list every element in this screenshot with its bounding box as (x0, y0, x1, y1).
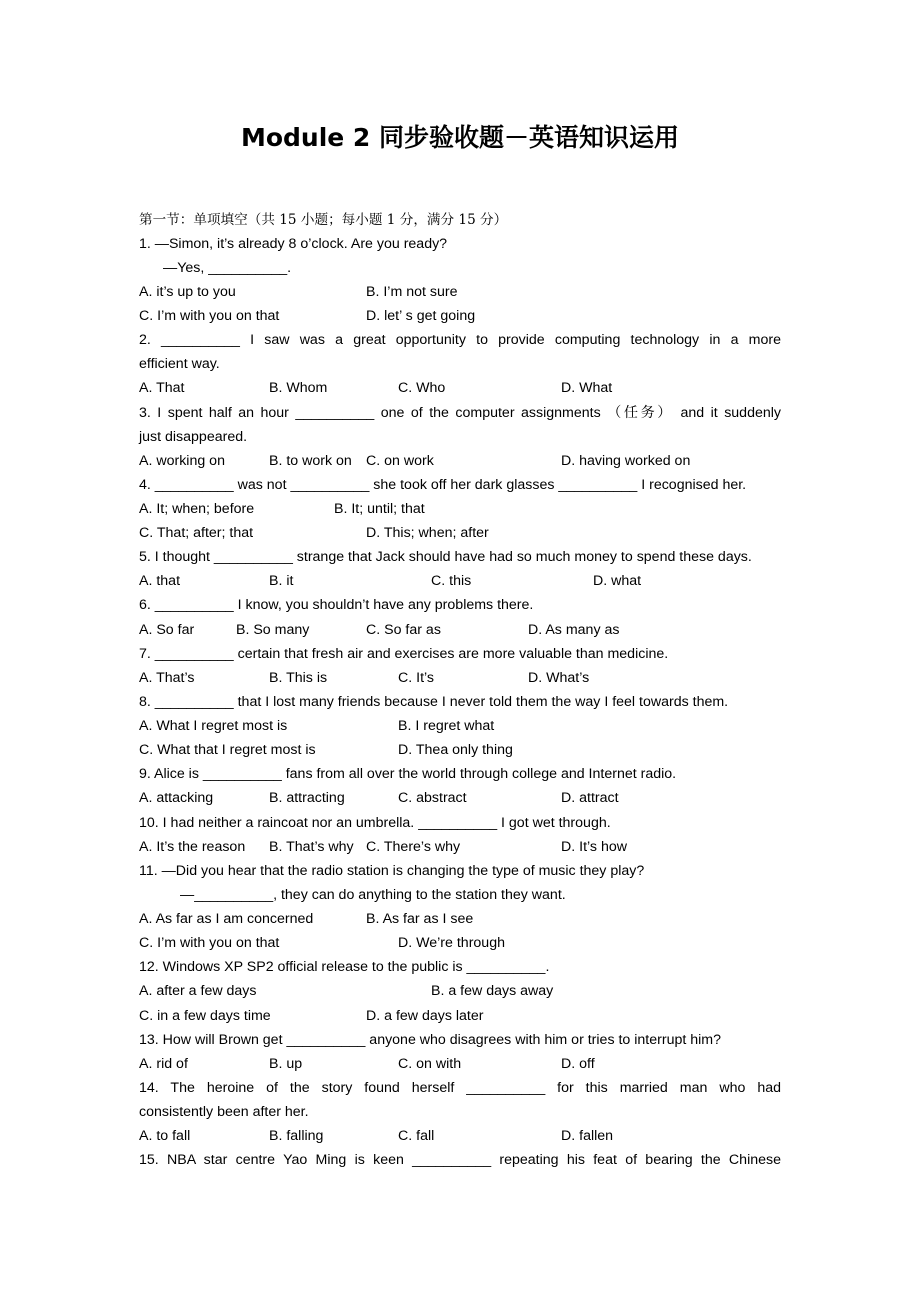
question-1-option-d: D. let’ s get going (366, 308, 476, 324)
question-14-stem: 14. The heroine of the story found herself __________ for this married man who had (139, 1080, 781, 1096)
question-2-stem: 2. __________ I saw was a great opportunity to provide computing technology in a more (139, 332, 781, 348)
question-3-option-c: C. on work (366, 453, 434, 469)
question-1-option-a: A. it’s up to you (139, 284, 236, 300)
question-11-option-d: D. We’re through (398, 935, 505, 951)
question-12-option-d: D. a few days later (366, 1008, 484, 1024)
question-3-option-a: A. working on (139, 453, 225, 469)
question-6-option-b: B. So many (236, 622, 310, 638)
question-2-option-d: D. What (561, 380, 613, 396)
question-4-option-c: C. That; after; that (139, 525, 254, 541)
question-4-option-b: B. It; until; that (334, 501, 425, 517)
question-10-option-c: C. There’s why (366, 839, 461, 855)
question-8-option-b: B. I regret what (398, 718, 495, 734)
question-5-stem: 5. I thought __________ strange that Jack should have had so much money to spend these days. (139, 549, 752, 565)
question-12-option-c: C. in a few days time (139, 1008, 271, 1024)
question-9-option-c: C. abstract (398, 790, 467, 806)
question-6-option-a: A. So far (139, 622, 195, 638)
question-2-option-a: A. That (139, 380, 185, 396)
question-4-stem: 4. __________ was not __________ she took off her dark glasses __________ I recognised her. (139, 477, 747, 493)
question-5-option-c: C. this (431, 573, 472, 589)
question-14-option-d: D. fallen (561, 1128, 614, 1144)
question-6-stem: 6. __________ I know, you shouldn’t have any problems there. (139, 597, 534, 613)
question-9-option-a: A. attacking (139, 790, 214, 806)
question-11-option-a: A. As far as I am concerned (139, 911, 314, 927)
question-14-option-b: B. falling (269, 1128, 324, 1144)
question-5-option-d: D. what (593, 573, 642, 589)
question-13-option-b: B. up (269, 1056, 303, 1072)
question-8-stem: 8. __________ that I lost many friends because I never told them the way I feel towards them. (139, 694, 729, 710)
question-4-option-a: A. It; when; before (139, 501, 255, 517)
question-7-option-a: A. That’s (139, 670, 195, 686)
question-11-stem-reply: —__________, they can do anything to the station they want. (180, 887, 566, 903)
question-11-option-b: B. As far as I see (366, 911, 474, 927)
question-13-option-d: D. off (561, 1056, 595, 1072)
question-7-option-d: D. What’s (528, 670, 590, 686)
question-2-option-b: B. Whom (269, 380, 328, 396)
question-10-stem: 10. I had neither a raincoat nor an umbrella. __________ I got wet through. (139, 815, 611, 831)
question-7-option-c: C. It’s (398, 670, 435, 686)
question-12-stem: 12. Windows XP SP2 official release to the public is __________. (139, 959, 550, 975)
question-2-stem-cont: efficient way. (139, 356, 220, 372)
question-1-stem-reply: —Yes, __________. (163, 260, 292, 276)
question-8-option-c: C. What that I regret most is (139, 742, 316, 758)
page-title: Module 2 同步验收题－英语知识运用 (240, 123, 680, 152)
question-6-option-d: D. As many as (528, 622, 620, 638)
question-10-option-a: A. It’s the reason (139, 839, 246, 855)
question-13-option-a: A. rid of (139, 1056, 188, 1072)
question-3-option-b: B. to work on (269, 453, 352, 469)
question-3-stem: 3. I spent half an hour __________ one of the computer assignments （任务） and it suddenly (139, 405, 781, 421)
question-5-option-a: A. that (139, 573, 181, 589)
question-1-stem: 1. —Simon, it’s already 8 o’clock. Are you ready? (139, 236, 448, 252)
question-4-option-d: D. This; when; after (366, 525, 489, 541)
question-8-option-a: A. What I regret most is (139, 718, 288, 734)
question-1-option-c: C. I’m with you on that (139, 308, 280, 324)
question-13-option-c: C. on with (398, 1056, 462, 1072)
section-heading: 第一节：单项填空（共 15 小题；每小题 1 分，满分 15 分） (139, 212, 508, 228)
question-10-option-b: B. That’s why (269, 839, 354, 855)
question-12-option-b: B. a few days away (431, 983, 554, 999)
question-3-option-d: D. having worked on (561, 453, 691, 469)
question-11-stem: 11. —Did you hear that the radio station is changing the type of music they play? (139, 863, 645, 879)
question-14-stem-cont: consistently been after her. (139, 1104, 309, 1120)
question-6-option-c: C. So far as (366, 622, 441, 638)
question-11-option-c: C. I’m with you on that (139, 935, 280, 951)
question-13-stem: 13. How will Brown get __________ anyone who disagrees with him or tries to interrupt him? (139, 1032, 721, 1048)
question-14-option-a: A. to fall (139, 1128, 191, 1144)
question-1-option-b: B. I’m not sure (366, 284, 458, 300)
question-7-option-b: B. This is (269, 670, 328, 686)
question-9-stem: 9. Alice is __________ fans from all over the world through college and Internet radio. (139, 766, 677, 782)
question-15-stem: 15. NBA star centre Yao Ming is keen __________ repeating his feat of bearing the Chinese (139, 1152, 781, 1168)
question-8-option-d: D. Thea only thing (398, 742, 513, 758)
question-3-stem-cont: just disappeared. (139, 429, 248, 445)
question-2-option-c: C. Who (398, 380, 446, 396)
question-14-option-c: C. fall (398, 1128, 435, 1144)
question-7-stem: 7. __________ certain that fresh air and exercises are more valuable than medicine. (139, 646, 669, 662)
question-12-option-a: A. after a few days (139, 983, 257, 999)
question-10-option-d: D. It’s how (561, 839, 627, 855)
question-9-option-d: D. attract (561, 790, 619, 806)
question-9-option-b: B. attracting (269, 790, 345, 806)
question-5-option-b: B. it (269, 573, 294, 589)
